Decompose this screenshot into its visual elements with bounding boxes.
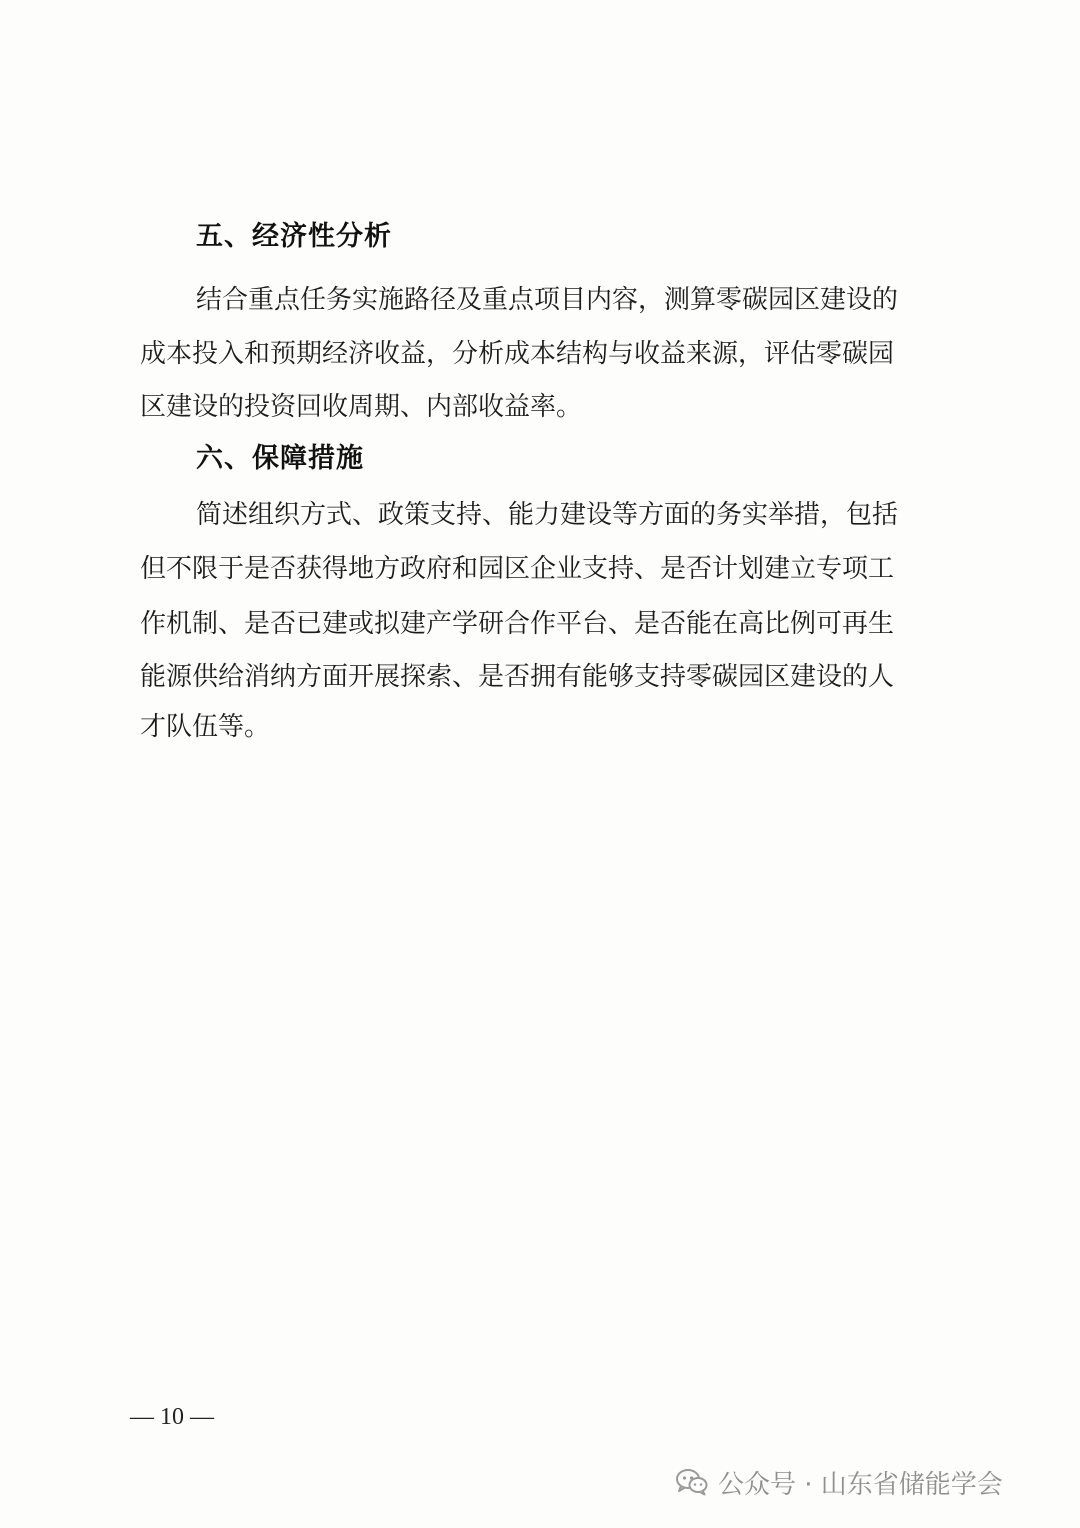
wechat-icon	[676, 1468, 708, 1496]
watermark	[676, 1462, 1003, 1502]
paragraph-line: 但不限于是否获得地方政府和园区企业支持、是否计划建立专项工	[140, 554, 895, 584]
paragraph-line: 区建设的投资回收周期、内部收益率。	[140, 392, 583, 422]
section-heading-economic-analysis: 五、经济性分析	[196, 221, 392, 252]
watermark-text: 公众号 · 山东省储能学会	[718, 1469, 1003, 1500]
paragraph-line: 成本投入和预期经济收益，分析成本结构与收益来源，评估零碳园	[140, 339, 895, 369]
page-number: — 10 —	[130, 1404, 214, 1430]
paragraph-line: 作机制、是否已建或拟建产学研合作平台、是否能在高比例可再生	[140, 609, 895, 639]
paragraph-line: 结合重点任务实施路径及重点项目内容，测算零碳园区建设的	[196, 285, 899, 315]
paragraph-line: 才队伍等。	[140, 712, 271, 742]
paragraph-line: 简述组织方式、政策支持、能力建设等方面的务实举措，包括	[196, 500, 899, 530]
section-heading-safeguard-measures: 六、保障措施	[196, 443, 364, 474]
paragraph-line: 能源供给消纳方面开展探索、是否拥有能够支持零碳园区建设的人	[140, 662, 895, 692]
